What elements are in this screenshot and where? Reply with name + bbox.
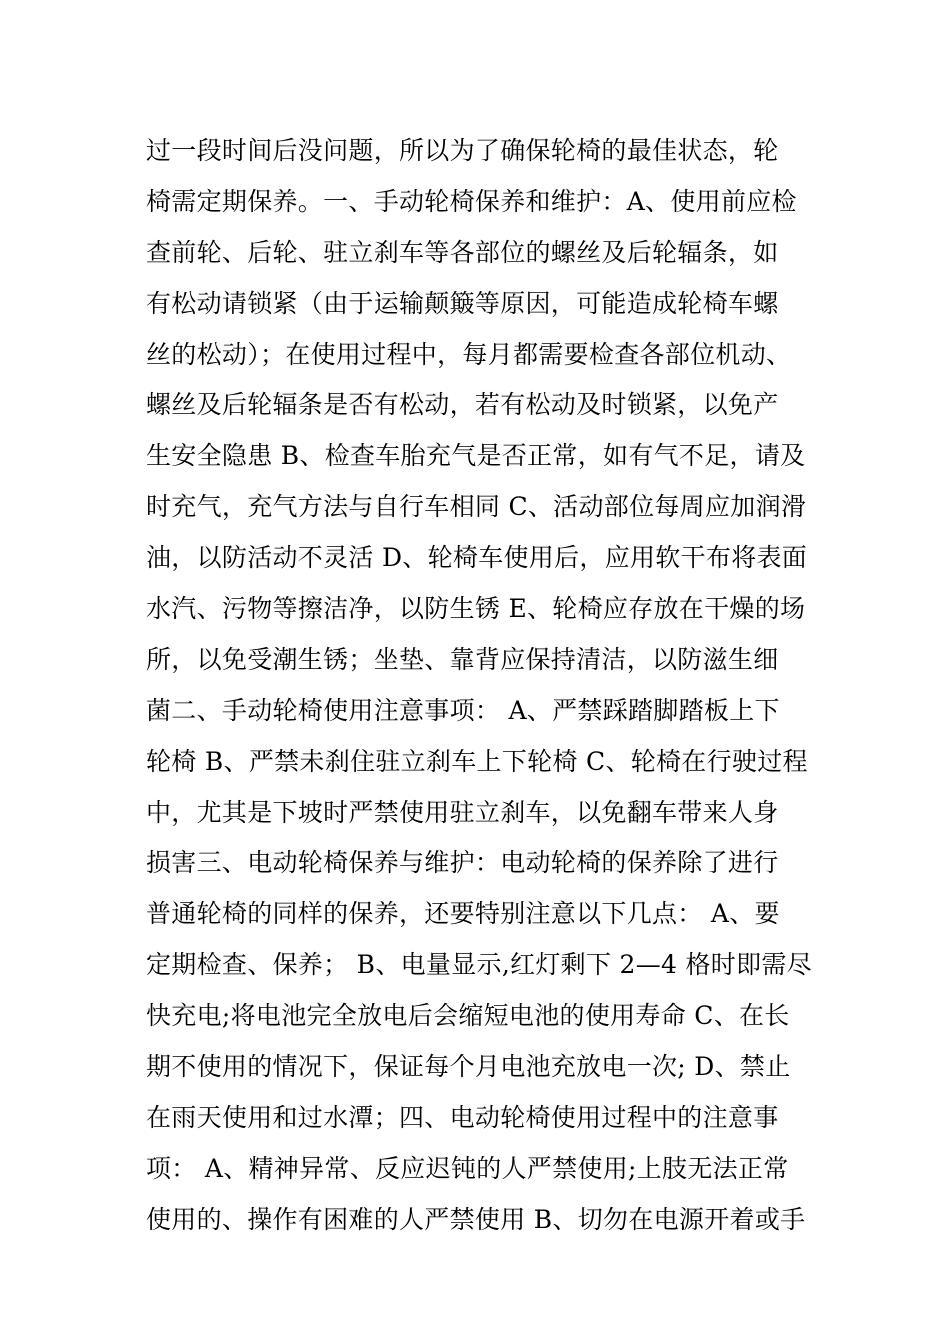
text-line: 时充气，充气方法与自行车相同 C、活动部位每周应加润滑 — [146, 492, 807, 522]
text-line: 中，尤其是下坡时严禁使用驻立刹车，以免翻车带来人身 — [146, 797, 779, 827]
text-line: 水汽、污物等擦洁净，以防生锈 E、轮椅应存放在干燥的场 — [146, 594, 806, 624]
text-line: 所，以免受潮生锈；坐垫、靠背应保持清洁，以防滋生细 — [146, 644, 779, 674]
body-text — [146, 126, 826, 1246]
text-line: 损害三、电动轮椅保养与维护：电动轮椅的保养除了进行 — [146, 848, 779, 878]
text-line: 丝的松动）；在使用过程中，每月都需要检查各部位机动、 — [146, 339, 792, 369]
text-line: 菌二、手动轮椅使用注意事项： A、严禁踩踏脚踏板上下 — [146, 695, 780, 725]
text-line: 椅需定期保养。一、手动轮椅保养和维护：A、使用前应检 — [146, 186, 797, 216]
text-line: 有松动请锁紧（由于运输颠簸等原因，可能造成轮椅车螺 — [146, 288, 779, 318]
text-line: 生安全隐患 B、检查车胎充气是否正常，如有气不足，请及 — [146, 441, 806, 471]
text-line: 快充电;将电池完全放电后会缩短电池的使用寿命 C、在长 — [146, 1001, 790, 1031]
text-line: 过一段时间后没问题，所以为了确保轮椅的最佳状态，轮 — [146, 136, 779, 165]
text-line: 使用的、操作有困难的人严禁使用 B、切勿在电源开着或手 — [146, 1204, 806, 1234]
text-line: 项： A、精神异常、反应迟钝的人严禁使用;上肢无法正常 — [146, 1153, 789, 1183]
text-line: 在雨天使用和过水潭；四、电动轮椅使用过程中的注意事 — [146, 1102, 779, 1132]
text-line: 螺丝及后轮辐条是否有松动，若有松动及时锁紧，以免产 — [146, 390, 779, 420]
text-line: 查前轮、后轮、驻立刹车等各部位的螺丝及后轮辐条，如 — [146, 237, 779, 267]
text-line: 期不使用的情况下，保证每个月电池充放电一次; D、禁止 — [146, 1052, 791, 1082]
text-line: 油，以防活动不灵活 D、轮椅车使用后，应用软干布将表面 — [146, 543, 808, 573]
text-line: 定期检查、保养； B、电量显示,红灯剩下 2—4 格时即需尽 — [146, 950, 812, 980]
text-line: 轮椅 B、严禁未刹住驻立刹车上下轮椅 C、轮椅在行驶过程 — [146, 746, 808, 776]
text-line: 普通轮椅的同样的保养，还要特别注意以下几点： A、要 — [146, 899, 780, 929]
